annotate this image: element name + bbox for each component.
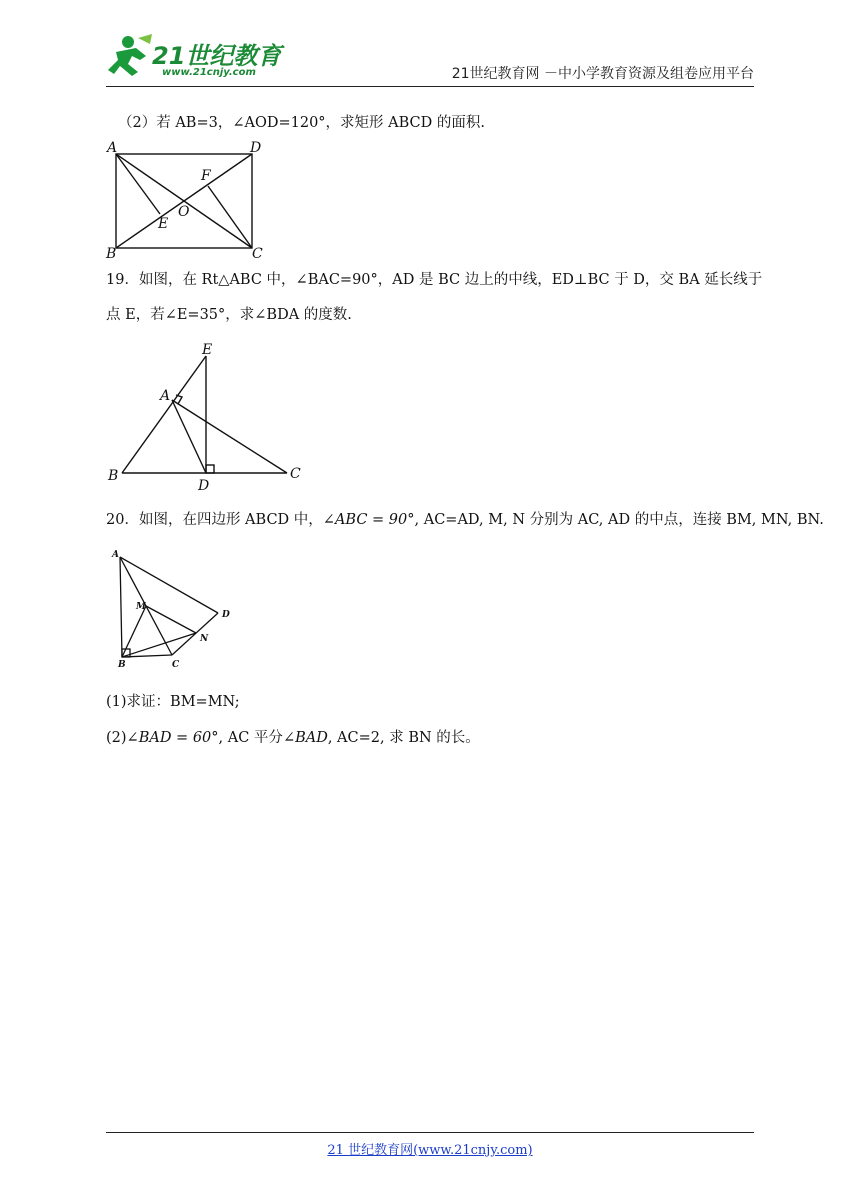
q20-part2-prefix: (2) (106, 730, 127, 746)
q18-part2-text: （2）若 AB=3，∠AOD=120°，求矩形 ABCD 的面积. (118, 115, 485, 131)
label-C: C (172, 660, 180, 670)
quadrilateral-figure (108, 545, 238, 670)
label-A: A (107, 140, 118, 156)
q20-stem-math: ∠ABC = 90° (322, 512, 415, 528)
logo (106, 30, 281, 84)
q19-line1: 19．如图，在 Rt△ABC 中，∠BAC=90°，AD 是 BC 边上的中线，ED⊥BC 于 D，交 BA 延长线于 (106, 272, 763, 288)
label-F: F (201, 168, 211, 184)
label-D: D (198, 478, 210, 494)
label-B: B (108, 468, 119, 484)
triangle-figure (104, 340, 304, 495)
label-B: B (118, 660, 126, 670)
label-O: O (178, 204, 190, 220)
q20-part2-suffix: , AC=2, 求 BN 的长。 (327, 730, 480, 746)
site-title: 21世纪教育网 －中小学教育资源及组卷应用平台 (451, 66, 754, 82)
q20-part1: (1)求证：BM=MN; (106, 694, 240, 710)
label-C: C (252, 246, 263, 260)
q20-stem (106, 510, 824, 530)
label-B: B (106, 246, 117, 260)
label-E: E (202, 342, 213, 358)
label-D: D (222, 610, 230, 620)
label-E: E (158, 216, 169, 232)
q20-part2-math2: ∠BAD (282, 730, 328, 746)
q19-line2: 点 E，若∠E=35°，求∠BDA 的度数. (106, 307, 352, 323)
label-C: C (290, 466, 301, 482)
label-M: M (136, 602, 146, 612)
footer-divider (106, 1132, 754, 1133)
label-A: A (112, 550, 119, 560)
logo-url: www.21cnjy.com (162, 67, 256, 78)
q20-part2-math1: ∠BAD = 60° (126, 730, 219, 746)
logo-text: 21世纪教育 (152, 42, 282, 70)
q20-part2 (106, 728, 480, 748)
footer-link[interactable]: 21 世纪教育网(www.21cnjy.com) (327, 1143, 533, 1158)
label-A: A (160, 388, 171, 404)
q20-stem-prefix: 20．如图，在四边形 ABCD 中， (106, 512, 323, 528)
q20-stem-suffix: , AC=AD, M, N 分别为 AC, AD 的中点，连接 BM, MN, BN. (414, 512, 824, 528)
header-divider (106, 86, 754, 87)
label-D: D (250, 140, 262, 156)
label-N: N (200, 634, 209, 644)
rectangle-figure (104, 140, 264, 260)
q20-part2-mid: , AC 平分 (218, 730, 283, 746)
